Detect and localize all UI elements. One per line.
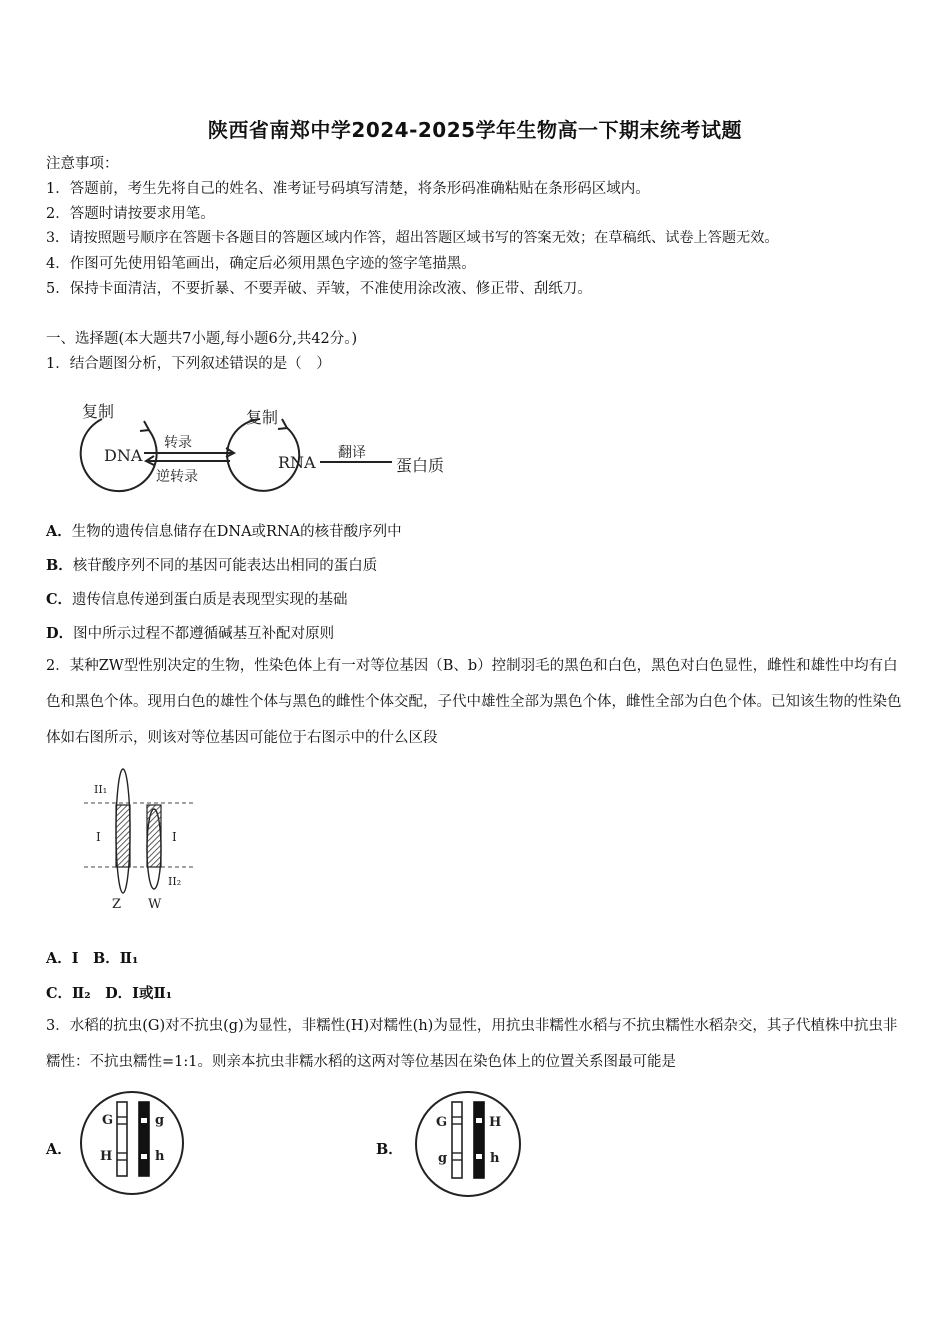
q2-sex-chromosome-diagram (82, 765, 202, 915)
region-i-left-label: I (96, 830, 101, 844)
q3-option-a-key[interactable]: A． (46, 1141, 72, 1158)
q3-option-b-key[interactable]: B． (376, 1141, 403, 1158)
svg-text:H: H (100, 1149, 113, 1164)
region-i-right-label: I (172, 830, 177, 844)
svg-text:H: H (489, 1115, 502, 1130)
svg-text:G: G (102, 1113, 114, 1128)
reverse-transcription-label: 逆转录 (156, 469, 198, 485)
svg-text:h: h (155, 1149, 165, 1164)
rna-label: RNA (278, 453, 316, 472)
protein-label: 蛋白质 (396, 456, 445, 475)
notice-item-1: 1．答题前，考生先将自己的姓名、准考证号码填写清楚，将条形码准确粘贴在条形码区域内。 (46, 181, 650, 197)
svg-text:h: h (490, 1151, 500, 1166)
region-ii1-label: II₁ (94, 783, 108, 796)
z-label: Z (112, 897, 122, 912)
notice-heading: 注意事项： (46, 156, 119, 172)
transcription-label: 转录 (164, 435, 192, 451)
q1-option-b[interactable]: B．核苷酸序列不同的基因可能表达出相同的蛋白质 (46, 557, 378, 574)
notice-item-2: 2．答题时请按要求用笔。 (46, 206, 215, 222)
q3-option-b-diagram[interactable] (414, 1090, 524, 1198)
q1-option-a[interactable]: A．生物的遗传信息储存在DNA或RNA的核苷酸序列中 (46, 523, 402, 540)
q1-option-c[interactable]: C．遗传信息传递到蛋白质是表现型实现的基础 (46, 591, 348, 608)
q1-central-dogma-diagram (60, 395, 460, 500)
section-heading: 一、选择题(本大题共7小题,每小题6分,共42分。) (46, 331, 358, 347)
notice-item-4: 4．作图可先使用铅笔画出，确定后必须用黑色字迹的签字笔描黑。 (46, 256, 476, 272)
page-title: 陕西省南郑中学2024-2025学年生物高一下期末统考试题 (207, 118, 743, 142)
z-homologous-region (116, 805, 130, 867)
w-label: W (148, 897, 162, 912)
q2-stem: 2．某种ZW型性别决定的生物，性染色体上有一对等位基因（B、b）控制羽毛的黑色和白色，黑色对白色显性，雌性和雄性中均有白色和黑色个体。现用白色的雄性个体与黑色的雌性个体交配，子代中雄性全部为黑色个体，雌性全部为白色个体。已知该生物的性染色体如右图所示，则该对等位基因可能位于右图示中的什么区段 (46, 658, 902, 746)
notice-item-3: 3．请按照题号顺序在答题卡各题目的答题区域内作答，超出答题区域书写的答案无效；在草稿纸、试卷上答题无效。 (46, 230, 779, 246)
dna-label: DNA (104, 446, 143, 465)
q2-options-row-1[interactable]: A．Ⅰ B．Ⅱ₁ (46, 950, 139, 967)
svg-text:G: G (436, 1115, 448, 1130)
replication-label-1: 复制 (82, 402, 115, 421)
q3-stem: 3．水稻的抗虫(G)对不抗虫(g)为显性，非糯性(H)对糯性(h)为显性，用抗虫非糯性水稻与不抗虫糯性水稻杂交，其子代植株中抗虫非糯性：不抗虫糯性=1:1。则亲本抗虫非糯水稻的这两对等位基因在染色体上的位置关系图最可能是 (46, 1018, 898, 1070)
translation-label: 翻译 (338, 445, 366, 461)
w-homologous-region (147, 805, 161, 867)
svg-text:g: g (438, 1151, 448, 1166)
region-ii2-label: II₂ (168, 875, 182, 888)
q2-options-row-2[interactable]: C．Ⅱ₂ D．Ⅰ或Ⅱ₁ (46, 985, 173, 1002)
notice-item-5: 5．保持卡面清洁，不要折暴、不要弄破、弄皱，不准使用涂改液、修正带、刮纸刀。 (46, 281, 592, 297)
svg-text:g: g (155, 1113, 165, 1128)
q3-option-a-diagram[interactable] (78, 1090, 188, 1196)
q1-option-d[interactable]: D．图中所示过程不都遵循碱基互补配对原则 (46, 625, 335, 642)
replication-label-2: 复制 (246, 408, 279, 427)
q1-stem: 1．结合题图分析，下列叙述错误的是（ ） (46, 356, 331, 372)
